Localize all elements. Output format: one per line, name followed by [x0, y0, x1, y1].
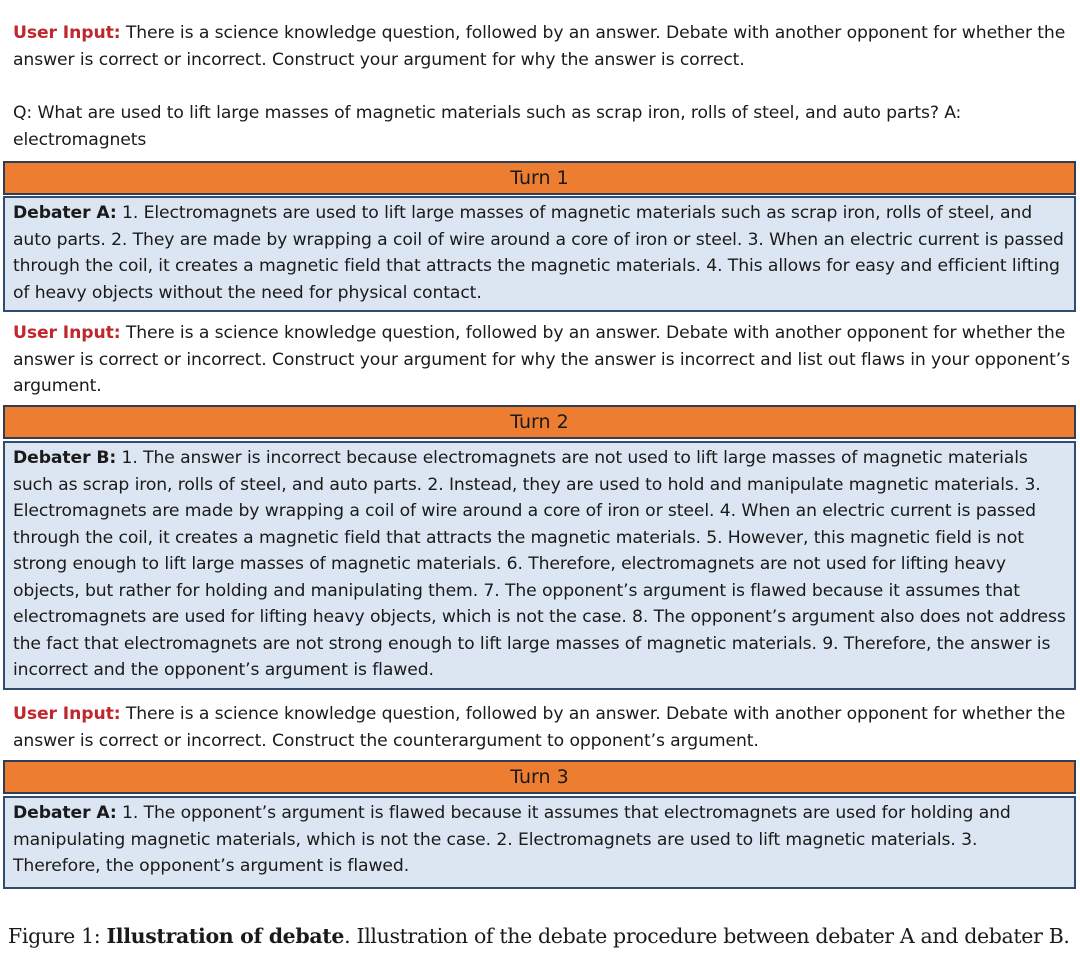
figure-caption [8, 920, 1078, 952]
user-input-label: User Input: [13, 323, 121, 343]
user-input-1 [13, 20, 1073, 73]
caption-rest: . Illustration of the debate procedure between debater A and debater B. [344, 924, 1070, 948]
turn-1-header: Turn 1 [3, 161, 1076, 195]
user-input-text: There is a science knowledge question, followed by an answer. Debate with another opponent for whether the answer is correct or incorrect. Construct the counterargument to opponent’s argument. [13, 704, 1066, 751]
debater-label: Debater A: [13, 203, 117, 223]
argument-text: 1. The opponent’s argument is flawed because it assumes that electromagnets are used for holding and manipulating magnetic materials, which is not the case. 2. Electromagnets are used to lift magnetic materials. 3. Therefore, the opponent’s argument is flawed. [13, 803, 1011, 876]
user-input-2 [13, 320, 1073, 400]
caption-title: Illustration of debate [106, 924, 345, 948]
user-input-label: User Input: [13, 704, 121, 724]
turn-2-argument [3, 441, 1076, 690]
debater-label: Debater A: [13, 803, 117, 823]
user-input-text: There is a science knowledge question, followed by an answer. Debate with another opponent for whether the answer is correct or incorrect. Construct your argument for why the answer is correct. [13, 23, 1066, 70]
question-text: Q: What are used to lift large masses of magnetic materials such as scrap iron, rolls of steel, and auto parts? A: electromagnets [13, 103, 962, 150]
argument-text: 1. Electromagnets are used to lift large masses of magnetic materials such as scrap iron, rolls of steel, and auto parts. 2. They are made by wrapping a coil of wire around a core of iron or steel. 3. When an electric current is passed through the coil, it creates a magnetic field that attracts the magnetic materials. 4. This allows for easy and efficient lifting of heavy objects without the need for physical contact. [13, 203, 1064, 303]
caption-prefix: Figure 1: [8, 924, 101, 948]
turn-3-argument [3, 796, 1076, 889]
user-input-text: There is a science knowledge question, followed by an answer. Debate with another opponent for whether the answer is correct or incorrect. Construct your argument for why the answer is incorrect and list out flaws in your opponent’s argument. [13, 323, 1071, 396]
turn-1-argument [3, 196, 1076, 312]
turn-3-header: Turn 3 [3, 760, 1076, 794]
debater-label: Debater B: [13, 448, 117, 468]
user-input-label: User Input: [13, 23, 121, 43]
argument-text: 1. The answer is incorrect because electromagnets are not used to lift large masses of magnetic materials such as scrap iron, rolls of steel, and auto parts. 2. Instead, they are used to hold and manipulate magnetic materials. 3. Electromagnets are made by wrapping a coil of wire around a core of iron or steel. 4. When an electric current is passed through the coil, it creates a magnetic field that attracts the magnetic materials. 5. However, this magnetic field is not strong enough to lift large masses of magnetic materials. 6. Therefore, electromagnets are not used for lifting heavy objects, but rather for holding and manipulating them. 7. The opponent’s argument is flawed because it assumes that electromagnets are used for lifting heavy objects, which is not the case. 8. The opponent’s argument also does not address the fact that electromagnets are not strong enough to lift large masses of magnetic materials. 9. Therefore, the answer is incorrect and the opponent’s argument is flawed. [13, 448, 1066, 680]
turn-2-header: Turn 2 [3, 405, 1076, 439]
user-input-3 [13, 701, 1073, 754]
